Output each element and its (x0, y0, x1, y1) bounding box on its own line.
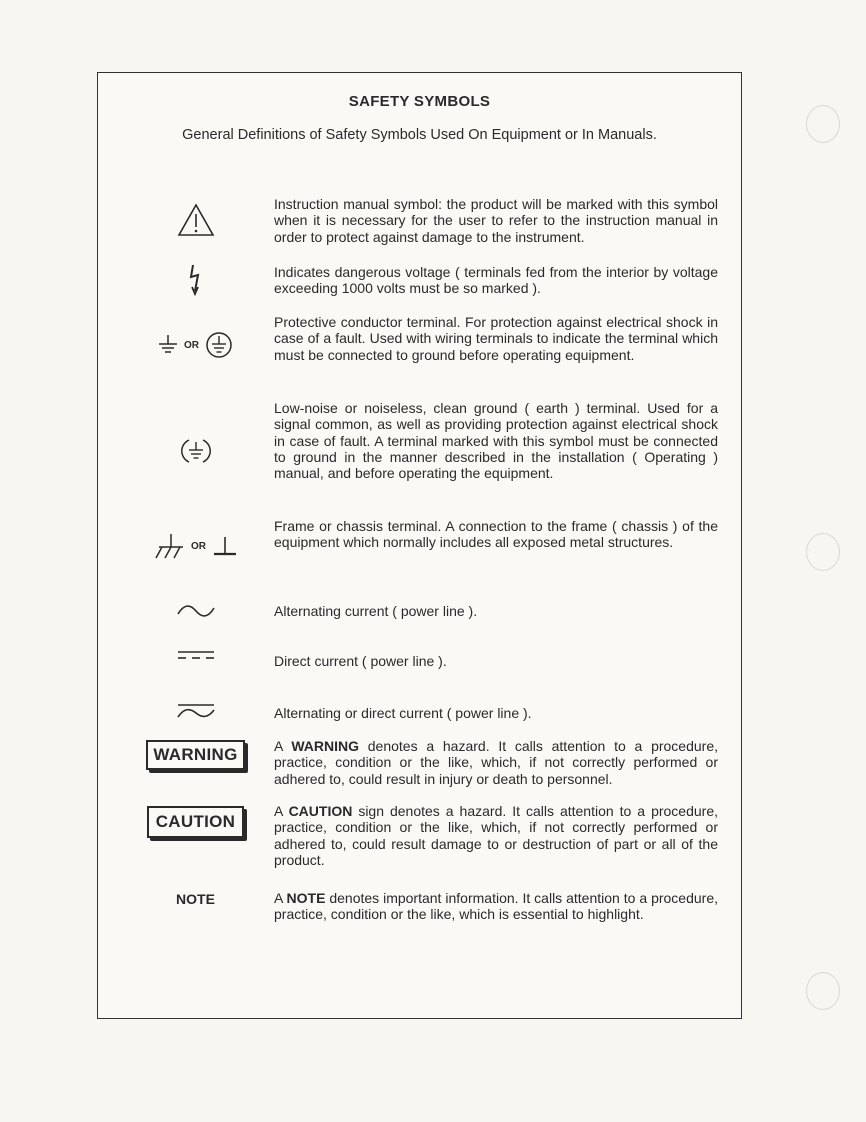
punch-hole-top (806, 105, 840, 143)
or-label: OR (184, 339, 199, 351)
dangerous-voltage-icon (186, 263, 206, 297)
note-description: A NOTE denotes important information. It calls attention to a procedure, practice, condition or the like, which is essential to highlight. (274, 890, 719, 923)
punch-hole-middle (806, 533, 840, 571)
caution-description: A CAUTION sign denotes a hazard. It calls attention to a procedure, practice, condition or the like, which, if not correctly performed or adhered to, could result damage to or destruction of part or all of the product. (274, 803, 718, 868)
warning-sign: WARNING (146, 740, 244, 770)
page-subtitle: General Definitions of Safety Symbols Used On Equipment or In Manuals. (182, 127, 657, 143)
warning-keyword: WARNING (291, 738, 360, 754)
instruction-manual-icon (176, 202, 216, 238)
symbol-description: Protective conductor terminal. For protection against electrical shock in case of a fault. Used with wiring terminals to indicate the terminal which must be connected to ground before operating equipment. (274, 314, 718, 363)
symbol-description: Frame or chassis terminal. A connection to the frame ( chassis ) of the equipment which normally includes all exposed metal structures. (274, 518, 718, 551)
page-title: SAFETY SYMBOLS (348, 93, 491, 110)
symbol-description: Indicates dangerous voltage ( terminals fed from the interior by voltage exceeding 1000 volts must be so marked ). (274, 264, 718, 297)
ground-icon (158, 334, 178, 356)
symbol-description: Low-noise or noiseless, clean ground ( earth ) terminal. Used for a signal common, as well as providing protection against electrical shock in case of fault. A terminal marked with this symbol must be connected to ground in the manner described in the installation ( Operating ) manual, and before operating the equipment. (274, 400, 718, 482)
safety-symbols-panel (97, 72, 742, 1019)
symbol-description: Instruction manual symbol: the product will be marked with this symbol when it is necessary for the user to refer to the instruction manual in order to protect against damage to the instrument. (274, 196, 718, 245)
symbol-description: Direct current ( power line ). (274, 653, 447, 669)
direct-current-icon (176, 649, 216, 661)
caution-keyword: CAUTION (288, 803, 353, 819)
note-keyword: NOTE (286, 890, 326, 906)
symbol-description: Alternating or direct current ( power line ). (274, 705, 532, 721)
warning-description: A WARNING denotes a hazard. It calls attention to a procedure, practice, condition or the like, which, if not correctly performed or adhered to, could result in injury or death to personnel. (274, 738, 719, 787)
alternating-current-icon (176, 602, 216, 620)
caution-sign: CAUTION (147, 806, 245, 838)
punch-hole-bottom (806, 972, 840, 1010)
chassis-terminal-icon (153, 532, 185, 560)
note-label: NOTE (176, 891, 215, 907)
frame-terminal-icon (212, 533, 238, 559)
or-label: OR (191, 540, 206, 552)
symbol-description: Alternating current ( power line ). (274, 603, 478, 619)
ac-dc-icon (176, 702, 216, 720)
protective-conductor-icon (205, 331, 233, 359)
clean-ground-icon (179, 437, 213, 465)
